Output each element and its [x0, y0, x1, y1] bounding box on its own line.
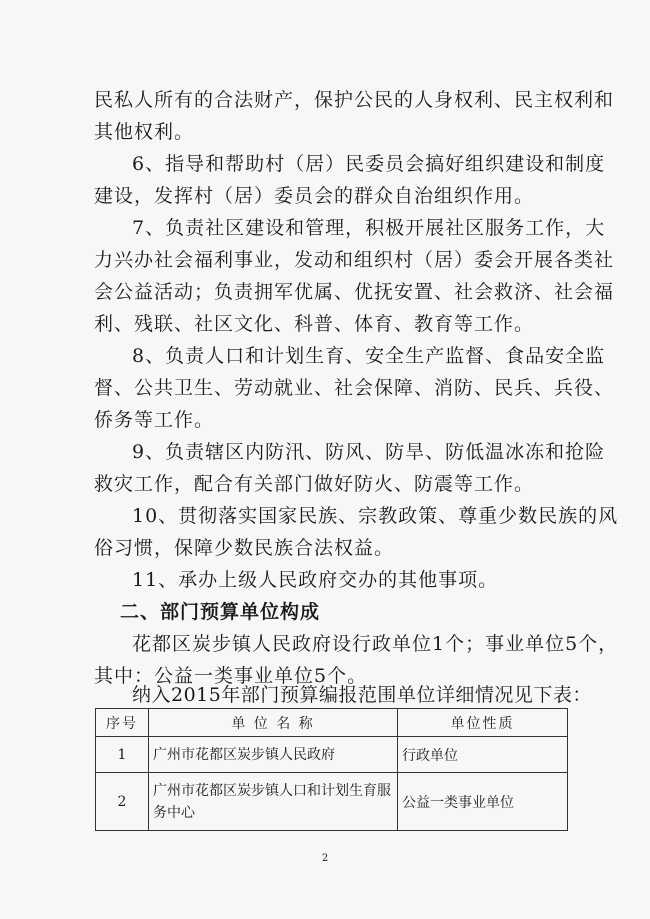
- section-heading: 二、部门预算单位构成: [120, 601, 321, 623]
- table-caption: 纳入2015年部门预算编报范围单位详细情况见下表：: [132, 684, 592, 706]
- table-header-row: [96, 709, 568, 737]
- table-row: [96, 737, 568, 773]
- cell-name: 广州市花都区炭步镇人口和计划生育服务中心: [149, 773, 398, 831]
- cell-name: 广州市花都区炭步镇人民政府: [149, 737, 398, 773]
- body-line: 9、负责辖区内防汛、防风、防旱、防低温冰冻和抢险: [132, 441, 606, 463]
- body-line: 建设，发挥村（居）委员会的群众自治组织作用。: [94, 185, 535, 207]
- body-line: 救灾工作，配合有关部门做好防火、防震等工作。: [94, 473, 535, 495]
- table-row: [96, 773, 568, 831]
- body-line: 11、承办上级人民政府交办的其他事项。: [132, 569, 499, 591]
- cell-num: 1: [96, 737, 149, 773]
- body-line: 7、负责社区建设和管理，积极开展社区服务工作，大: [132, 217, 606, 239]
- body-line: 侨务等工作。: [94, 409, 215, 431]
- cell-type: 公益一类事业单位: [398, 773, 568, 831]
- body-line: 利、残联、社区文化、科普、体育、教育等工作。: [94, 313, 535, 335]
- header-name: 单 位 名 称: [149, 709, 398, 737]
- cell-num: 2: [96, 773, 149, 831]
- body-line: 民私人所有的合法财产，保护公民的人身权利、民主权利和: [94, 89, 615, 111]
- body-line: 俗习惯，保障少数民族合法权益。: [94, 537, 395, 559]
- body-line: 其他权利。: [94, 121, 195, 143]
- body-line: 10、贯彻落实国家民族、宗教政策、尊重少数民族的风: [132, 505, 619, 527]
- body-line: 督、公共卫生、劳动就业、社会保障、消防、民兵、兵役、: [94, 377, 615, 399]
- body-line: 其中：公益一类事业单位5个。: [94, 665, 368, 687]
- page-number: 2: [321, 853, 329, 864]
- header-num: 序号: [96, 709, 149, 737]
- body-line: 8、负责人口和计划生育、安全生产监督、食品安全监: [132, 345, 606, 367]
- body-line: 会公益活动；负责拥军优属、优抚安置、社会救济、社会福: [94, 281, 615, 303]
- body-line: 6、指导和帮助村（居）民委员会搞好组织建设和制度: [132, 153, 606, 175]
- units-table: [95, 708, 568, 831]
- body-line: 花都区炭步镇人民政府设行政单位1个；事业单位5个，: [132, 633, 619, 655]
- body-line: 力兴办社会福利事业，发动和组织村（居）委会开展各类社: [94, 249, 615, 271]
- cell-type: 行政单位: [398, 737, 568, 773]
- header-type: 单位性质: [398, 709, 568, 737]
